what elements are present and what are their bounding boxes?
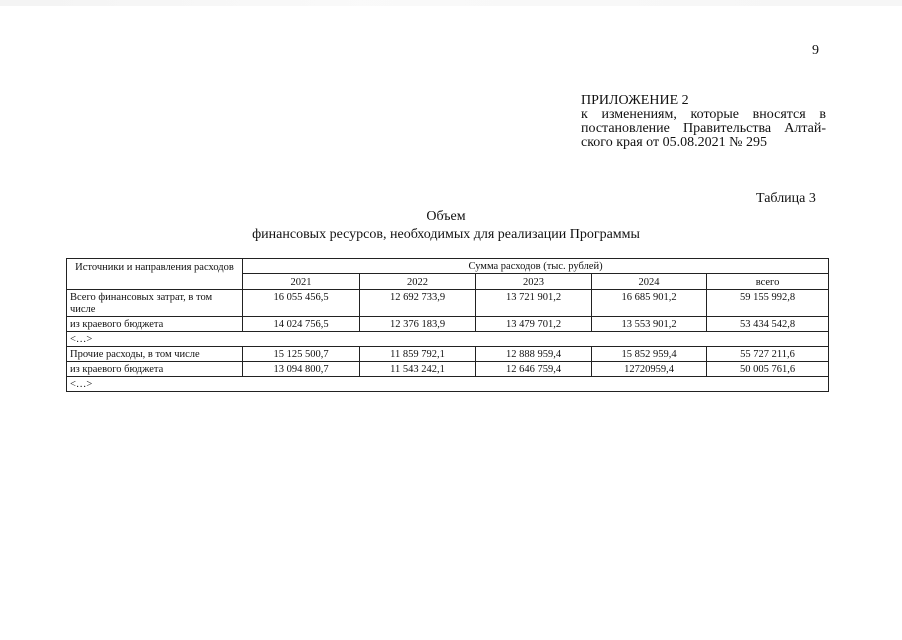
table-row (67, 347, 829, 362)
table-row-omitted (67, 332, 829, 347)
table-row-omitted (67, 377, 829, 392)
row-label: Прочие расходы, в том числе (67, 347, 243, 362)
table-cell: 50 005 761,6 (707, 362, 829, 377)
column-header: 2022 (360, 274, 476, 290)
table-cell: 15 125 500,7 (243, 347, 360, 362)
table-cell: 16 055 456,5 (243, 290, 360, 317)
column-header: всего (707, 274, 829, 290)
table-cell: 15 852 959,4 (592, 347, 707, 362)
appendix-title: ПРИЛОЖЕНИЕ 2 (581, 93, 689, 108)
column-header: 2024 (592, 274, 707, 290)
omission-marker: <…> (67, 377, 829, 392)
table-row (67, 362, 829, 377)
table-cell: 12 692 733,9 (360, 290, 476, 317)
document-heading (200, 208, 692, 244)
appendix-body: к изменениям, которые вносятся в постановление Правительства Алтай-ского края от 05.08.2021 № 295 (581, 107, 826, 150)
table-cell: 12 646 759,4 (476, 362, 592, 377)
row-label: из краевого бюджета (67, 317, 243, 332)
table-cell: 16 685 901,2 (592, 290, 707, 317)
finance-table (66, 258, 829, 392)
table-cell: 12720959,4 (592, 362, 707, 377)
table-cell: 12 888 959,4 (476, 347, 592, 362)
table-cell: 13 094 800,7 (243, 362, 360, 377)
table-cell: 12 376 183,9 (360, 317, 476, 332)
heading-line-2: финансовых ресурсов, необходимых для реализации Программы (252, 227, 640, 242)
table-cell: 11 543 242,1 (360, 362, 476, 377)
table-cell: 11 859 792,1 (360, 347, 476, 362)
table-row (67, 290, 829, 317)
table-cell: 13 553 901,2 (592, 317, 707, 332)
table-header-row (67, 259, 829, 274)
appendix-block (581, 94, 826, 150)
row-label: из краевого бюджета (67, 362, 243, 377)
table-cell: 59 155 992,8 (707, 290, 829, 317)
page-number: 9 (812, 43, 819, 58)
column-header: 2023 (476, 274, 592, 290)
sum-header: Сумма расходов (тыс. рублей) (243, 259, 829, 274)
scan-noise-strip (0, 0, 902, 6)
table-cell: 53 434 542,8 (707, 317, 829, 332)
heading-line-1: Объем (426, 209, 466, 224)
row-label: Всего финансовых затрат, в том числе (67, 290, 243, 317)
source-header: Источники и направления расходов (67, 259, 243, 290)
table-cell: 13 479 701,2 (476, 317, 592, 332)
table-label: Таблица 3 (756, 191, 816, 206)
column-header: 2021 (243, 274, 360, 290)
table-cell: 55 727 211,6 (707, 347, 829, 362)
table-cell: 14 024 756,5 (243, 317, 360, 332)
table-cell: 13 721 901,2 (476, 290, 592, 317)
table-row (67, 317, 829, 332)
omission-marker: <…> (67, 332, 829, 347)
